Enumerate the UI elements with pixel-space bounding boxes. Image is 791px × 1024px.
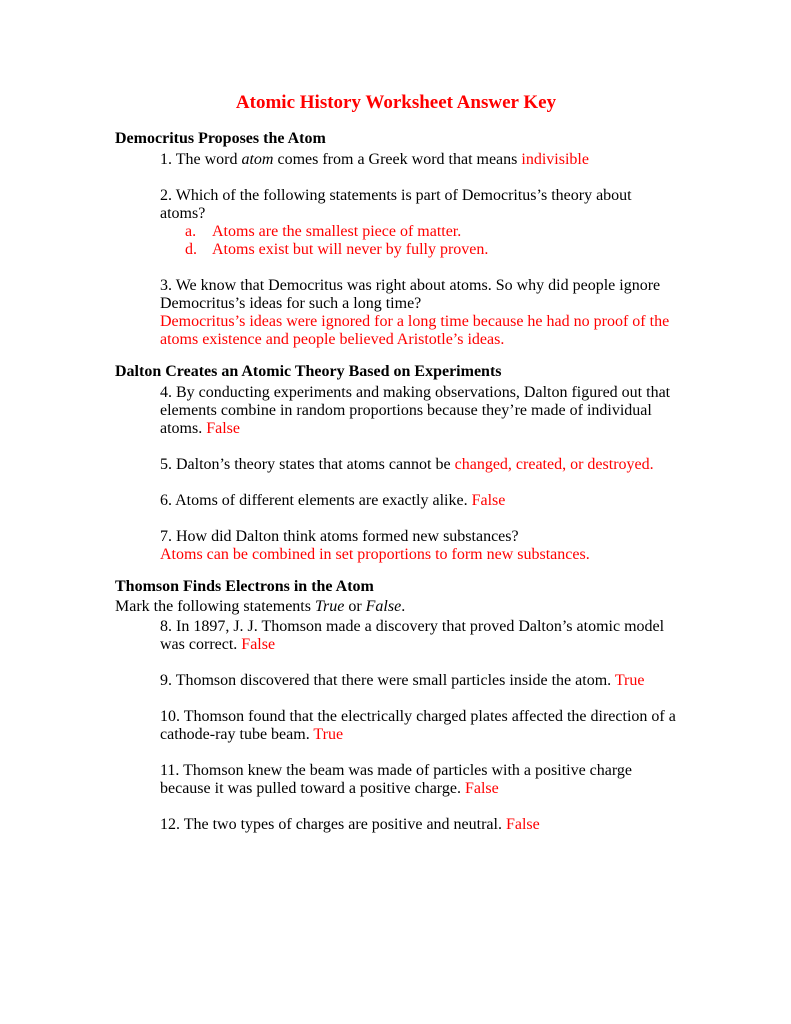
section-democritus xyxy=(115,130,677,349)
question-10 xyxy=(115,708,677,744)
question-1-text-mid: comes from a Greek word that means xyxy=(273,151,522,168)
question-7-answer: Atoms can be combined in set proportions to form new substances. xyxy=(160,546,590,563)
question-3-text: 3. We know that Democritus was right about atoms. So why did people ignore Democritus’s ideas for such a long time? xyxy=(160,277,661,312)
instruction-text-post: . xyxy=(401,598,406,615)
question-1-italic-word: atom xyxy=(241,151,274,168)
question-2-option-a-label: a. xyxy=(185,223,197,240)
question-1-text-pre: 1. The word xyxy=(160,151,242,168)
question-11-answer: False xyxy=(464,780,499,797)
question-2-option-a xyxy=(160,223,677,241)
question-1-answer: indivisible xyxy=(521,151,589,168)
question-9-answer: True xyxy=(614,672,645,689)
question-12 xyxy=(115,816,677,834)
instruction-true-word: True xyxy=(314,598,345,615)
section-heading-democritus: Democritus Proposes the Atom xyxy=(115,130,326,147)
question-2-text: 2. Which of the following statements is part of Democritus’s theory about atoms? xyxy=(160,187,632,222)
question-2-option-a-answer: Atoms are the smallest piece of matter. xyxy=(212,223,462,240)
question-8-answer: False xyxy=(241,636,276,653)
question-5-answer: changed, created, or destroyed. xyxy=(454,456,654,473)
question-12-text: 12. The two types of charges are positive and neutral. xyxy=(160,816,506,833)
section-thomson xyxy=(115,578,677,834)
question-5 xyxy=(115,456,677,474)
instruction-false-word: False xyxy=(365,598,402,615)
question-6-text: 6. Atoms of different elements are exactly alike. xyxy=(160,492,472,509)
section-heading-thomson: Thomson Finds Electrons in the Atom xyxy=(115,578,374,595)
section-heading-dalton: Dalton Creates an Atomic Theory Based on Experiments xyxy=(115,363,502,380)
instruction-text-pre: Mark the following statements xyxy=(115,598,315,615)
question-10-answer: True xyxy=(313,726,344,743)
question-8-text: 8. In 1897, J. J. Thomson made a discovery that proved Dalton’s atomic model was correct. xyxy=(160,618,665,653)
question-4 xyxy=(115,384,677,438)
question-6 xyxy=(115,492,677,510)
section-dalton xyxy=(115,363,677,564)
question-1 xyxy=(115,151,677,169)
question-10-text: 10. Thomson found that the electrically charged plates affected the direction of a cathode-ray tube beam. xyxy=(160,708,676,743)
question-4-text: 4. By conducting experiments and making observations, Dalton figured out that elements combine in random proportions because they’re made of individual atoms. xyxy=(160,384,671,437)
question-9 xyxy=(115,672,677,690)
question-2-option-d-label: d. xyxy=(185,241,197,258)
question-12-answer: False xyxy=(505,816,540,833)
question-3-answer: Democritus’s ideas were ignored for a long time because he had no proof of the atoms existence and people believed Aristotle’s ideas. xyxy=(160,313,670,348)
question-2-option-d-answer: Atoms exist but will never by fully proven. xyxy=(212,241,489,258)
question-11 xyxy=(115,762,677,798)
question-9-text: 9. Thomson discovered that there were small particles inside the atom. xyxy=(160,672,615,689)
true-false-instruction xyxy=(115,598,677,616)
question-3 xyxy=(115,277,677,349)
question-7-text: 7. How did Dalton think atoms formed new substances? xyxy=(160,528,519,545)
question-5-text: 5. Dalton’s theory states that atoms cannot be xyxy=(160,456,455,473)
question-8 xyxy=(115,618,677,654)
instruction-text-mid: or xyxy=(344,598,366,615)
question-7 xyxy=(115,528,677,564)
worksheet-title: Atomic History Worksheet Answer Key xyxy=(235,92,557,113)
question-11-text: 11. Thomson knew the beam was made of particles with a positive charge because it was pulled toward a positive charge. xyxy=(160,762,633,797)
question-4-answer: False xyxy=(206,420,240,437)
question-6-answer: False xyxy=(471,492,506,509)
question-2-option-d xyxy=(160,241,677,259)
question-2 xyxy=(115,187,677,259)
